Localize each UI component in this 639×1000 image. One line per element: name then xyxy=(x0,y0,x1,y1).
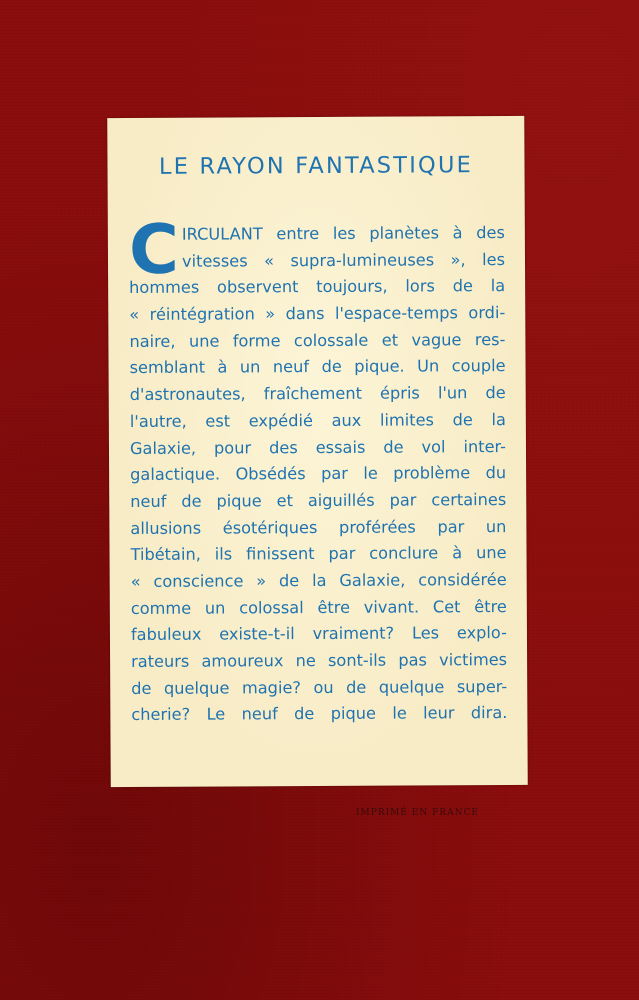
blurb-line: de quelque magie? ou de quelque super- xyxy=(131,676,508,698)
blurb-line: rateurs amoureux ne sont-ils pas victimes xyxy=(131,650,508,671)
blurb-line: Tibétain, ils finissent par conclure à une xyxy=(130,543,507,565)
blurb-label xyxy=(107,116,527,787)
blurb-text xyxy=(128,210,508,729)
imprint-text: IMPRIMÉ EN FRANCE xyxy=(356,808,479,818)
blurb-line: comme un colossal être vivant. Cet être xyxy=(130,596,507,618)
blurb-line: fabuleux existe-t-il vraiment? Les explo- xyxy=(130,623,508,645)
blurb-line: semblant à un neuf de pique. Un couple xyxy=(129,356,506,378)
blurb-line: Galaxie, pour des essais de vol inter- xyxy=(129,436,507,458)
blurb-line: galactique. Obsédés par le problème du xyxy=(130,463,507,485)
series-title: LE RAYON FANTASTIQUE xyxy=(158,152,474,180)
blurb-line: naire, une forme colossale et vague res- xyxy=(129,329,506,351)
blurb-line: l'autre, est expédié aux limites de la xyxy=(129,409,506,431)
blurb-line: d'astronautes, fraîchement épris l'un de xyxy=(129,383,506,405)
blurb-line: « conscience » de la Galaxie, considérée xyxy=(130,569,507,591)
blurb-line: vitesses « supra-lumineuses », les xyxy=(181,249,506,271)
blurb-line: hommes observent toujours, lors de la xyxy=(129,276,506,298)
drop-cap: C xyxy=(128,210,180,290)
blurb-line: neuf de pique et aiguillés par certaines xyxy=(130,489,507,511)
blurb-line: IRCULANT entre les planètes à des xyxy=(181,223,505,244)
blurb-line: « réintégration » dans l'espace-temps ordi- xyxy=(129,303,506,325)
blurb-line: cherie? Le neuf de pique le leur dira. xyxy=(131,703,508,725)
blurb-line: allusions ésotériques proférées par un xyxy=(130,516,507,538)
